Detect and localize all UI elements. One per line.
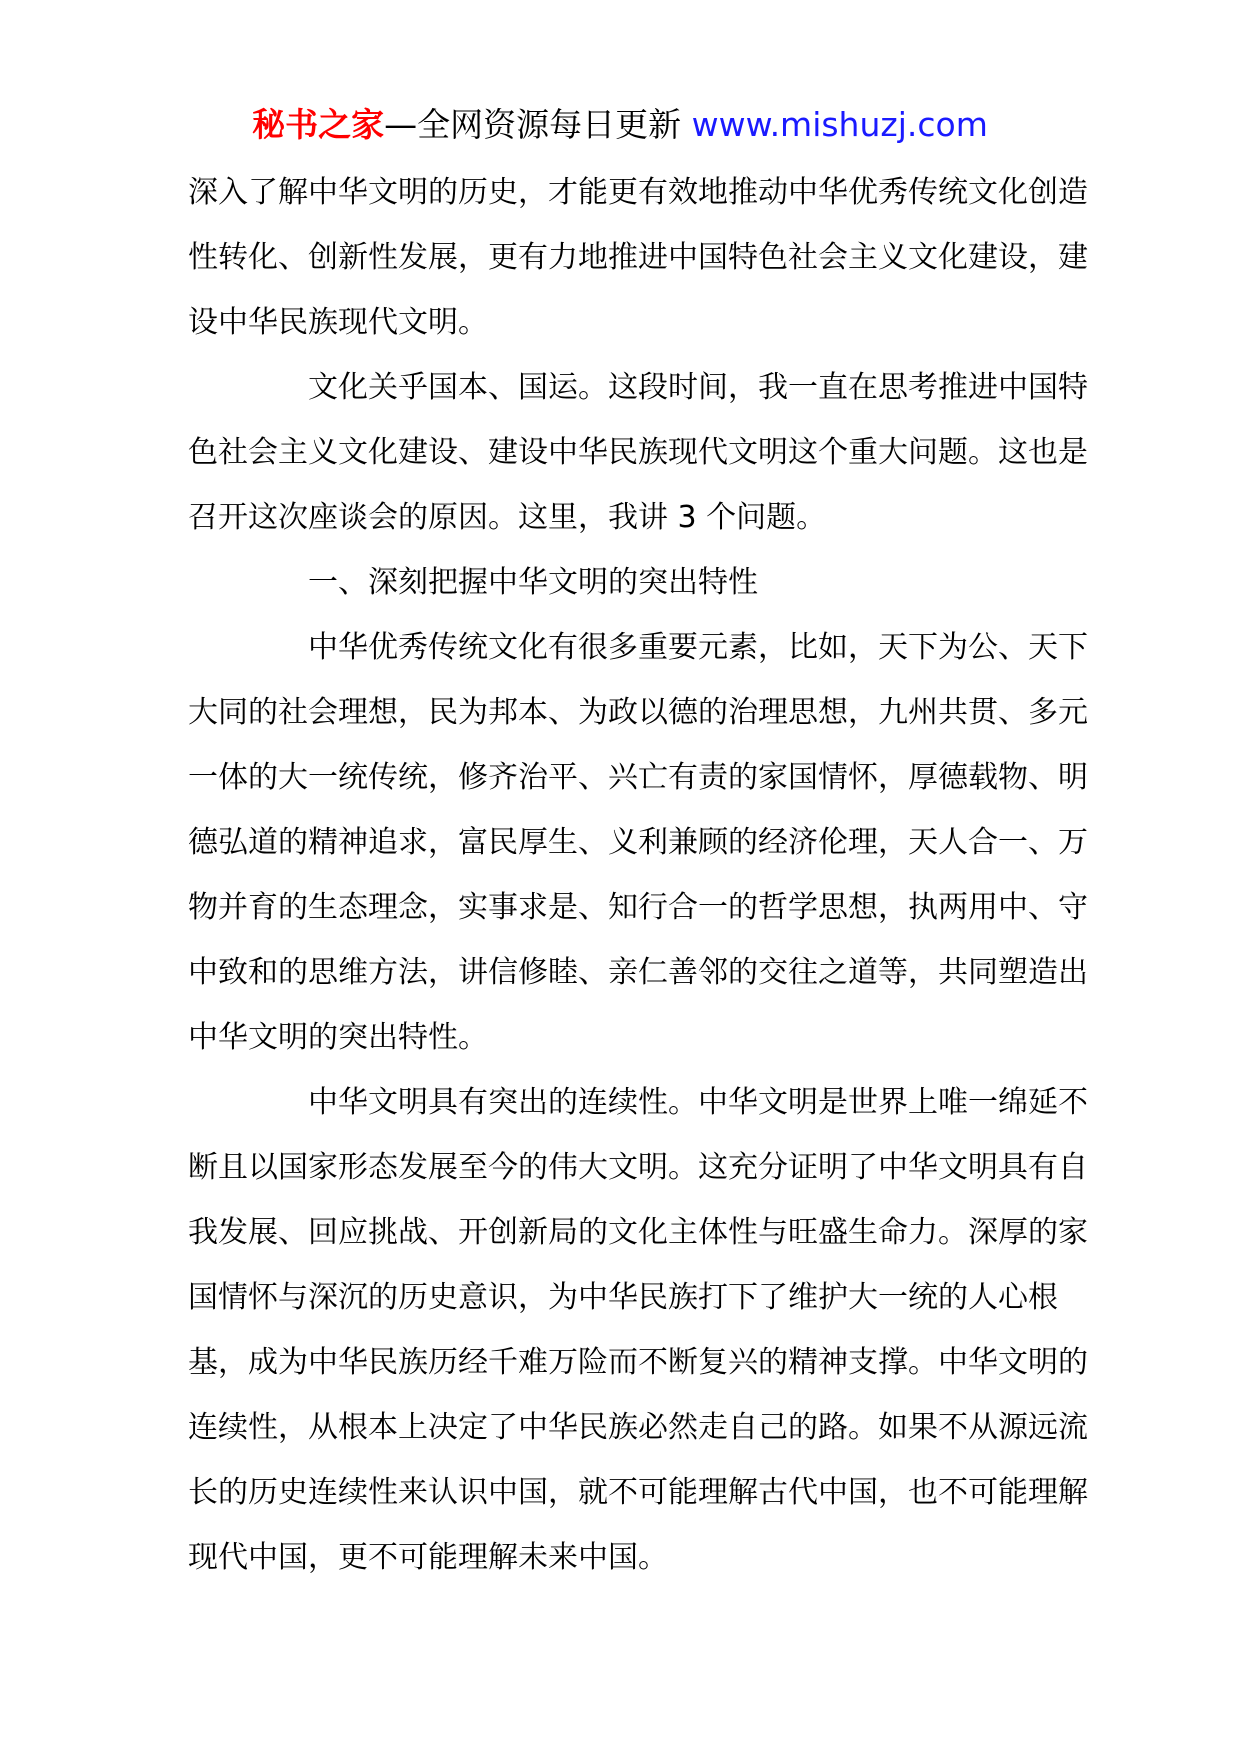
paragraph-culture: 文化关乎国本、国运。这段时间，我一直在思考推进中国特色社会主义文化建设、建设中华民族现代文明这个重大问题。这也是召开这次座谈会的原因。这里，我讲 3 个问题。 [188,370,1088,535]
document-body [188,160,1088,1590]
section-heading: 一、深刻把握中华文明的突出特性 [308,565,758,600]
paragraph-elements: 中华优秀传统文化有很多重要元素，比如，天下为公、天下大同的社会理想，民为邦本、为政以德的治理思想，九州共贯、多元一体的大一统传统，修齐治平、兴亡有责的家国情怀，厚德载物、明德弘道的精神追求，富民厚生、义利兼顾的经济伦理，天人合一、万物并育的生态理念，实事求是、知行合一的哲学思想，执两用中、守中致和的思维方法，讲信修睦、亲仁善邻的交往之道等，共同塑造出中华文明的突出特性。 [188,630,1088,1055]
site-header [0,103,1240,147]
paragraph-intro: 深入了解中华文明的历史，才能更有效地推动中华优秀传统文化创造性转化、创新性发展，更有力地推进中国特色社会主义文化建设，建设中华民族现代文明。 [188,175,1088,340]
paragraph-continuity: 中华文明具有突出的连续性。中华文明是世界上唯一绵延不断且以国家形态发展至今的伟大文明。这充分证明了中华文明具有自我发展、回应挑战、开创新局的文化主体性与旺盛生命力。深厚的家国情怀与深沉的历史意识，为中华民族打下了维护大一统的人心根基，成为中华民族历经千难万险而不断复兴的精神支撑。中华文明的连续性，从根本上决定了中华民族必然走自己的路。如果不从源远流长的历史连续性来认识中国，就不可能理解古代中国，也不可能理解现代中国，更不可能理解未来中国。 [188,1085,1088,1575]
brand-name: 秘书之家 [252,105,385,144]
site-url-link[interactable]: www.mishuzj.com [691,105,988,144]
header-slogan: —全网资源每日更新 [384,105,692,144]
